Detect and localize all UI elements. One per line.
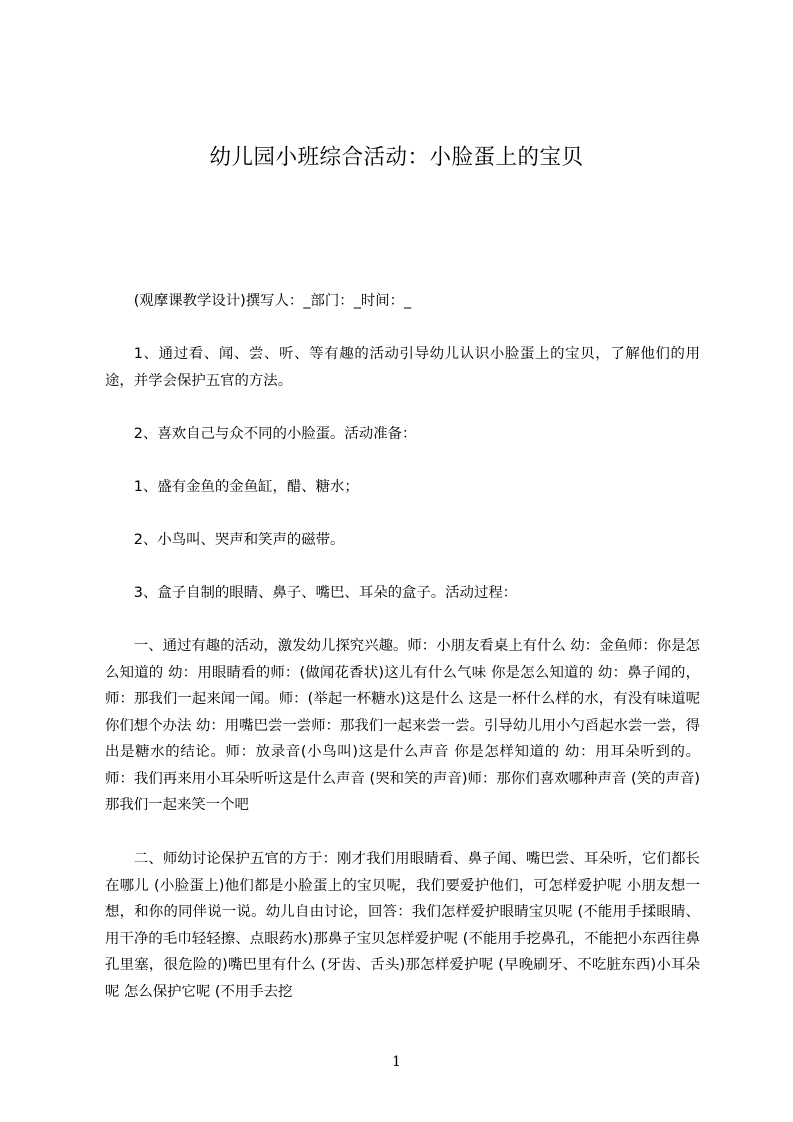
paragraph-prep-2: 2、小鸟叫、哭声和笑声的磁带。 bbox=[133, 532, 345, 548]
paragraph-prep-1: 1、盛有金鱼的金鱼缸，醋、糖水； bbox=[133, 479, 359, 495]
document-title: 幼儿园小班综合活动：小脸蛋上的宝贝 bbox=[209, 145, 584, 170]
paragraph-goal-1: 1、通过看、闻、尝、听、等有趣的活动引导幼儿认识小脸蛋上的宝贝，了解他们的用途，并学会保护五官的方法。 bbox=[105, 346, 700, 389]
paragraph-process-2: 二、师幼讨论保护五官的方于：刚才我们用眼睛看、鼻子闻、嘴巴尝、耳朵听，它们都长在哪儿 (小脸蛋上)他们都是小脸蛋上的宝贝呢，我们要爱护他们，可怎样爱护呢 小朋友想一想，和你的同伴说一说。幼儿自由讨论，回答：我们怎样爱护眼睛宝贝呢 (不能用手揉眼睛、用干净的毛巾轻轻擦、点眼药水)那鼻子宝贝怎样爱护呢 (不能用手挖鼻孔，不能把小东西往鼻孔里塞，很危险的)嘴巴里有什么 (牙齿、舌头)那怎样爱护呢 (早晚刷牙、不吃脏东西)小耳朵呢 怎么保护它呢 (不用手去挖 bbox=[105, 851, 700, 1000]
paragraph-goal-2: 2、喜欢自己与众不同的小脸蛋。活动准备： bbox=[133, 426, 417, 442]
paragraph-prep-3: 3、盒子自制的眼睛、鼻子、嘴巴、耳朵的盒子。活动过程： bbox=[133, 585, 518, 601]
page-number: 1 bbox=[392, 1054, 401, 1070]
paragraph-process-1: 一、通过有趣的活动，激发幼儿探究兴趣。师：小朋友看桌上有什么 幼：金鱼师：你是怎么知道的 幼：用眼睛看的师：(做闻花香状)这儿有什么气味 你是怎么知道的 幼：鼻子闻的，师：那我们一起来闻一闻。师：(举起一杯糖水)这是什么 这是一杯什么样的水，有没有味道呢 你们想个办法 幼：用嘴巴尝一尝师：那我们一起来尝一尝。引导幼儿用小勺舀起水尝一尝，得出是糖水的结论。师：放录音(小鸟叫)这是什么声音 你是怎样知道的 幼：用耳朵听到的。师：我们再来用小耳朵听听这是什么声音 (哭和笑的声音)师：那你们喜欢哪种声音 (笑的声音)那我们一起来笑一个吧 bbox=[105, 638, 700, 813]
meta-line: (观摩课教学设计)撰写人：_部门：_时间：_ bbox=[133, 293, 412, 309]
